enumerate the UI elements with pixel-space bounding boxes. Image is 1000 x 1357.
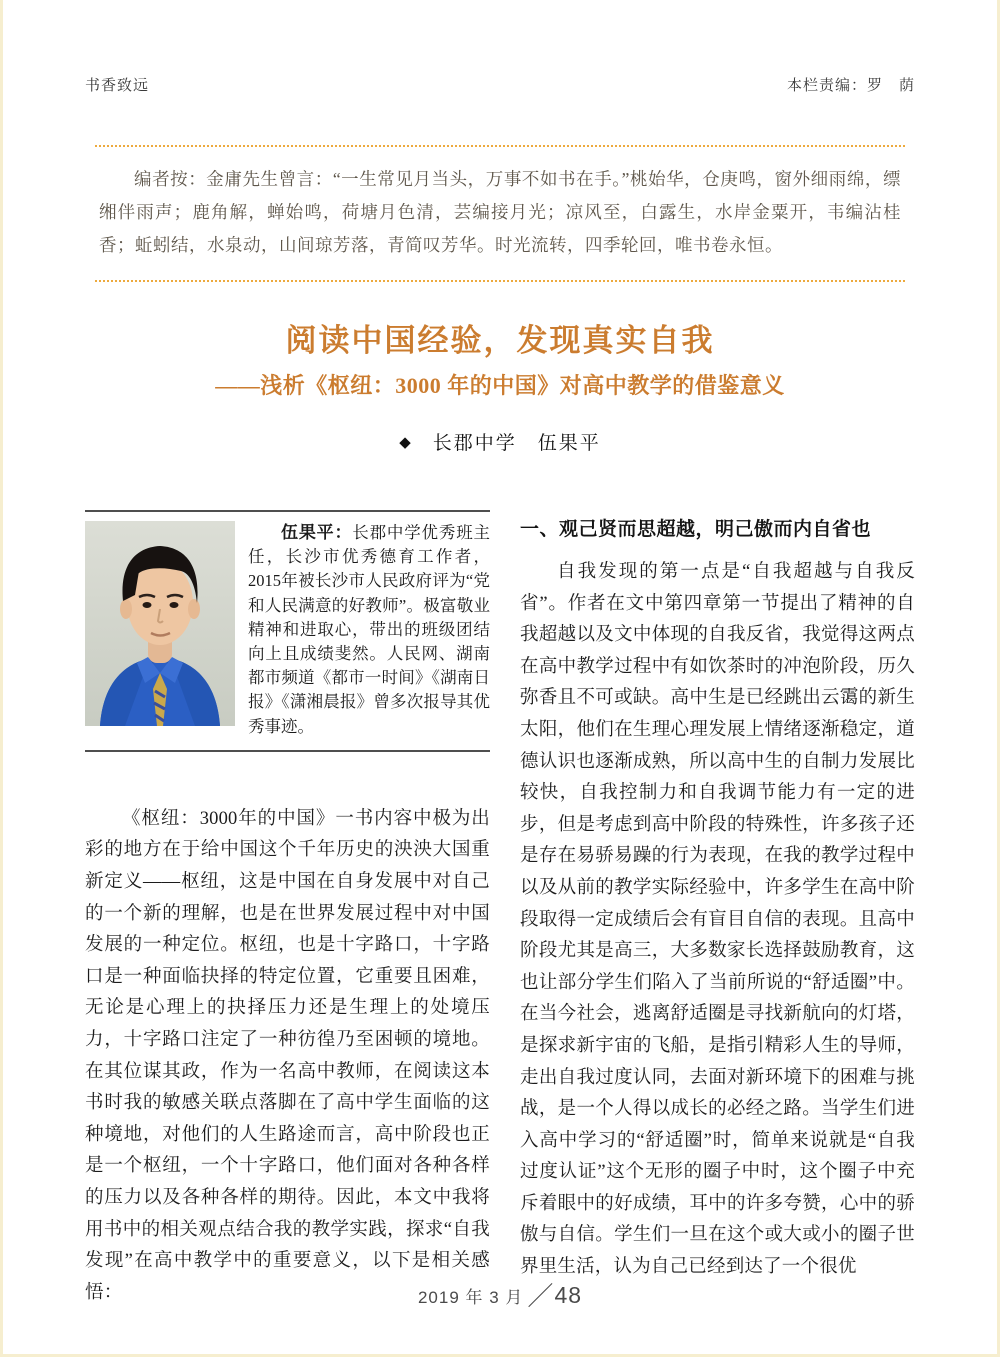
editor-note-text: 编者按：金庸先生曾言：“一生常见月当头，万事不如书在手。”桃始华，仓庚鸣，窗外细雨绵，缥缃伴雨声；鹿角解，蝉始鸣，荷塘月色清，芸编接月光；凉风至，白露生，水岸金粟开，韦编沾桂香；蚯蚓结，水泉动，山间琼芳落，青简叹芳华。时光流转，四季轮回，唯书卷永恒。 [99,169,901,255]
right-column [520,510,915,1309]
author-line [0,428,1000,455]
author-profile-box [85,510,490,752]
article-title: 阅读中国经验，发现真实自我 [285,323,715,358]
page-edge-left [0,0,3,1357]
diamond-bullet-icon: ◆ [399,435,413,451]
left-column [85,510,490,1309]
editor-note-box [95,145,905,282]
author-name: 长郡中学 伍果平 [432,433,601,454]
editor-credit: 本栏责编：罗 荫 [786,77,915,94]
page-footer [0,1276,1000,1313]
column-name: 书香致远 [85,77,150,94]
title-block [0,322,1000,400]
page-number: 48 [554,1282,583,1308]
issue-date: 2019 年 3 月 [417,1288,524,1307]
author-bio [248,521,490,739]
page-header [85,74,915,95]
article-subtitle: ——浅析《枢纽：3000 年的中国》对高中教学的借鉴意义 [215,372,785,398]
right-column-paragraph: 自我发现的第一点是“自我超越与自我反省”。作者在文中第四章第一节提出了精神的自我超越以及文中体现的自我反省，我觉得这两点在高中教学过程中有如饮茶时的冲泡阶段，历久弥香且不可或缺。高中生是已经跳出云霭的新生太阳，他们在生理心理发展上情绪逐渐稳定，道德认识也逐渐成熟，所以高中生的自制力发展比较快，自我控制力和自我调节能力有一定的进步，但是考虑到高中阶段的特殊性，许多孩子还是存在易骄易躁的行为表现，在我的教学过程中以及从前的教学实际经验中，许多学生在高中阶段取得一定成绩后会有盲目自信的表现。且高中阶段尤其是高三，大多数家长选择鼓励教育，这也让部分学生们陷入了当前所说的“舒适圈”中。在当今社会，逃离舒适圈是寻找新航向的灯塔，是探求新宇宙的飞船，是指引精彩人生的导师，走出自我过度认同，去面对新环境下的困难与挑战，是一个人得以成长的必经之路。当学生们进入高中学习的“舒适圈”时，简单来说就是“自我过度认证”这个无形的圈子中时，这个圈子中充斥着眼中的好成绩，耳中的许多夸赞，心中的骄傲与自信。学生们一旦在这个或大或小的圈子世界里生活，认为自己已经到达了一个很优 [520,562,915,1278]
footer-slash: ／ [527,1281,554,1311]
section-heading: 一、观己贤而思超越，明己傲而内自省也 [520,519,872,540]
author-bio-name: 伍果平： [281,523,353,542]
author-photo [85,521,235,726]
article-columns [85,510,915,1309]
left-column-paragraph: 《枢纽：3000年的中国》一书内容中极为出彩的地方在于给中国这个千年历史的泱泱大国重新定义——枢纽，这是中国在自身发展中对自己的一个新的理解，也是在世界发展过程中对中国发展的一种定位。枢纽，也是十字路口，十字路口是一种面临抉择的特定位置，它重要且困难，无论是心理上的抉择压力还是生理上的处境压力，十字路口注定了一种彷徨乃至困顿的境地。在其位谋其政，作为一名高中教师，在阅读这本书时我的敏感关联点落脚在了高中学生面临的这种境地，对他们的人生路途而言，高中阶段也正是一个枢纽，一个十字路口，他们面对各种各样的压力以及各种各样的期待。因此，本文中我将用书中的相关观点结合我的教学实践，探求“自我发现”在高中教学中的重要意义，以下是相关感悟： [85,808,490,1303]
author-bio-text: 长郡中学优秀班主任，长沙市优秀德育工作者，2015年被长沙市人民政府评为“党和人民满意的好教师”。极富敬业精神和进取心，带出的班级团结向上且成绩斐然。人民网、湖南都市频道《都市一时间》《湖南日报》《潇湘晨报》曾多次报导其优秀事迹。 [248,523,491,736]
